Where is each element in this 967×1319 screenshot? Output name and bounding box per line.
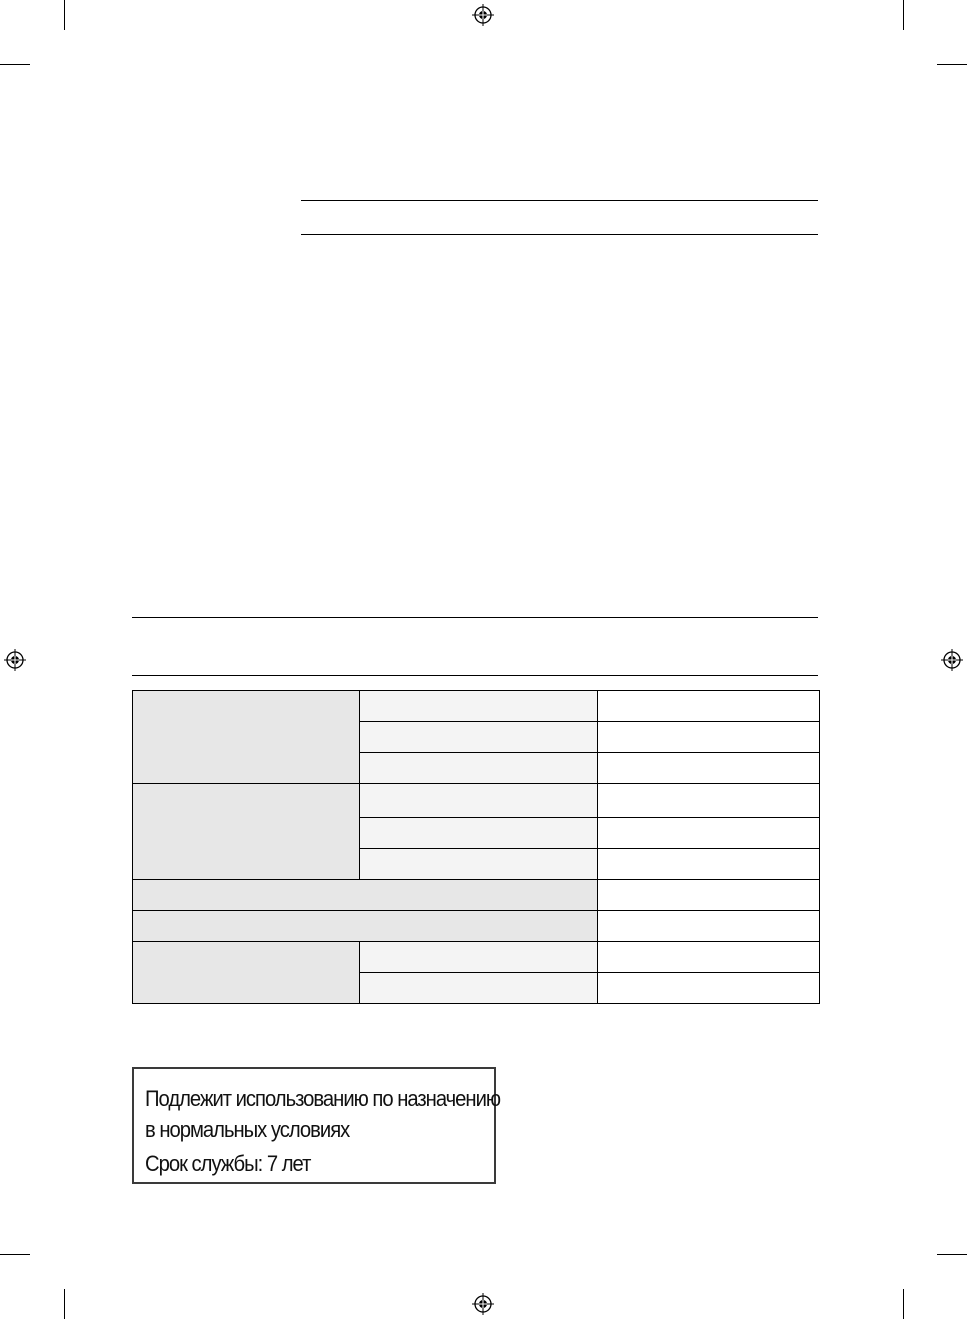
table-value-cell: [598, 691, 820, 722]
crop-mark: [937, 64, 967, 65]
service-life-notice: [132, 1067, 501, 1184]
table-value-cell: [598, 942, 820, 973]
table-sub-cell: [360, 818, 598, 849]
crop-mark: [64, 0, 65, 30]
section-rule-top: [132, 617, 818, 618]
table-row: [133, 911, 820, 942]
header-rule-bottom: [301, 234, 818, 235]
crop-mark: [0, 1254, 30, 1255]
table-sub-cell: [360, 722, 598, 753]
table-sub-cell: [360, 753, 598, 784]
table-value-cell: [598, 973, 820, 1004]
table-value-cell: [598, 784, 820, 818]
registration-crosshair-icon: [472, 1293, 494, 1315]
crop-mark: [903, 1289, 904, 1319]
section-rule-bottom: [132, 675, 818, 676]
table-value-cell: [598, 722, 820, 753]
table-sub-cell: [360, 784, 598, 818]
table-sub-cell: [360, 973, 598, 1004]
table-group-cell: [133, 784, 360, 880]
table-value-cell: [598, 818, 820, 849]
table-value-cell: [598, 880, 820, 911]
crop-mark: [903, 0, 904, 30]
registration-crosshair-icon: [472, 4, 494, 26]
table-row: [133, 942, 820, 973]
header-rule-top: [301, 200, 818, 201]
notice-service-life-line: Срок службы: 7 лет: [145, 1151, 311, 1176]
table-row: [133, 691, 820, 722]
table-sub-cell: [360, 691, 598, 722]
notice-usage-line: Подлежит использованию по назначению: [145, 1086, 501, 1111]
table-row: [133, 784, 820, 818]
table-label-cell: [133, 880, 598, 911]
table-row: [133, 880, 820, 911]
crop-mark: [0, 64, 30, 65]
crop-mark: [64, 1289, 65, 1319]
table-group-cell: [133, 942, 360, 1004]
table-label-cell: [133, 911, 598, 942]
table-value-cell: [598, 753, 820, 784]
notice-conditions-line: в нормальных условиях: [145, 1117, 350, 1142]
table-value-cell: [598, 911, 820, 942]
table-sub-cell: [360, 942, 598, 973]
crop-mark: [937, 1254, 967, 1255]
table-sub-cell: [360, 849, 598, 880]
registration-crosshair-icon: [941, 649, 963, 671]
table-value-cell: [598, 849, 820, 880]
table-group-cell: [133, 691, 360, 784]
registration-crosshair-icon: [4, 649, 26, 671]
specifications-table: [132, 690, 820, 1004]
